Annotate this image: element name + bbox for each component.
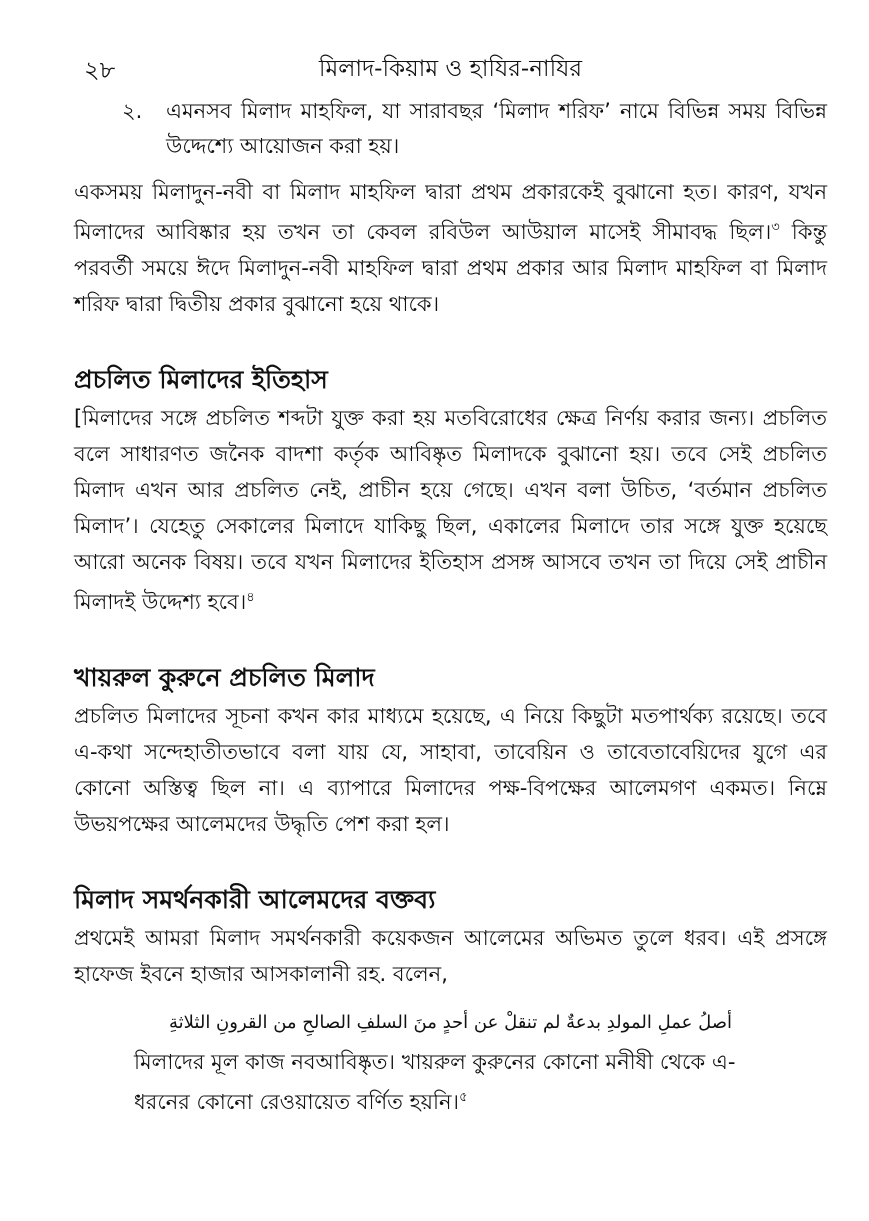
heading-history: প্রচলিত মিলাদের ইতিহাস — [74, 365, 328, 394]
heading-supporters: মিলাদ সমর্থনকারী আলেমদের বক্তব্য — [74, 885, 436, 914]
list-item — [122, 94, 827, 164]
list-marker: ২. — [122, 99, 143, 123]
list-item-text: এমনসব মিলাদ মাহফিল, যা সারাবছর ‘মিলাদ শরিফ’ নামে বিভিন্ন সময় বিভিন্ন উদ্দেশ্যে আয়োজন করা হয়। — [166, 99, 827, 158]
translation-text: মিলাদের মূল কাজ নবআবিষ্কৃত। খায়রুল কুরুনের কোনো মনীষী থেকে এ-ধরনের কোনো রেওয়ায়েত বর্ণিত হয়নি। — [134, 1050, 736, 1114]
footnote-ref-3: ৩ — [771, 220, 780, 235]
footnote-ref-4: ৪ — [246, 590, 255, 605]
running-title: মিলাদ-কিয়াম ও হাযির-নাযির — [318, 56, 583, 82]
page-header — [74, 0, 827, 84]
quote-translation — [134, 1044, 787, 1120]
page-number: ২৮ — [84, 56, 116, 84]
supporters-paragraph: প্রথমেই আমরা মিলাদ সমর্থনকারী কয়েকজন আলেমের অভিমত তুলে ধরব। এই প্রসঙ্গে হাফেজ ইবনে হাজার আসকালানী রহ. বলেন, — [74, 926, 827, 986]
intro-text-part-1: একসময় মিলাদুন-নবী বা মিলাদ মাহফিল দ্বারা প্রথম প্রকারকেই বুঝানো হত। কারণ, যখন মিলাদের আবিষ্কার হয় তখন তা কেবল রবিউল আউয়াল মাসেই সীমাবদ্ধ ছিল। — [74, 180, 827, 244]
history-text: [মিলাদের সঙ্গে প্রচলিত শব্দটা যুক্ত করা হয় মতবিরোধের ক্ষেত্র নির্ণয় করার জন্য। প্রচলিত বলে সাধারণত জনৈক বাদশা কর্তৃক আবিষ্কৃত মিলাদকে বুঝানো হয়। তবে সেই প্রচলিত মিলাদ এখন আর প্রচলিত নেই, প্রাচীন হয়ে গেছে। এখন বলা উচিত, ‘বর্তমান প্রচলিত মিলাদ’। যেহেতু সেকালের মিলাদে যাকিছু ছিল, একালের মিলাদে তার সঙ্গে যুক্ত হয়েছে আরো অনেক বিষয়। তবে যখন মিলাদের ইতিহাস প্রসঙ্গ আসবে তখন তা দিয়ে সেই প্রাচীন মিলাদই উদ্দেশ্য হবে। — [74, 406, 827, 614]
intro-paragraph — [74, 174, 827, 322]
intro-text-part-2: কিন্তু পরবর্তী সময়ে ঈদে মিলাদুন-নবী মাহফিল দ্বারা প্রথম প্রকার আর মিলাদ মাহফিল বা মিলাদ শরিফ দ্বারা দ্বিতীয় প্রকার বুঝানো হয়ে থাকে। — [74, 220, 827, 316]
footnote-ref-5: ৫ — [459, 1090, 468, 1105]
arabic-quote: أصلُ عملِ المولدِ بدعةٌ لم تنقلْ عن أحدٍ منَ السلفِ الصالحِ من القرونِ الثلاثةِ — [169, 1012, 732, 1033]
history-paragraph — [74, 400, 827, 620]
khairul-qurun-paragraph: প্রচলিত মিলাদের সূচনা কখন কার মাধ্যমে হয়েছে, এ নিয়ে কিছুটা মতপার্থক্য রয়েছে। তবে এ-কথা সন্দেহাতীতভাবে বলা যায় যে, সাহাবা, তাবেয়িন ও তাবেতাবেয়িদের যুগে এর কোনো অস্তিত্ব ছিল না। এ ব্যাপারে মিলাদের পক্ষ-বিপক্ষের আলেমগণ একমত। নিম্নে উভয়পক্ষের আলেমদের উদ্ধৃতি পেশ করা হল। — [74, 704, 827, 836]
heading-khairul-qurun: খায়রুল কুরুনে প্রচলিত মিলাদ — [74, 663, 375, 692]
